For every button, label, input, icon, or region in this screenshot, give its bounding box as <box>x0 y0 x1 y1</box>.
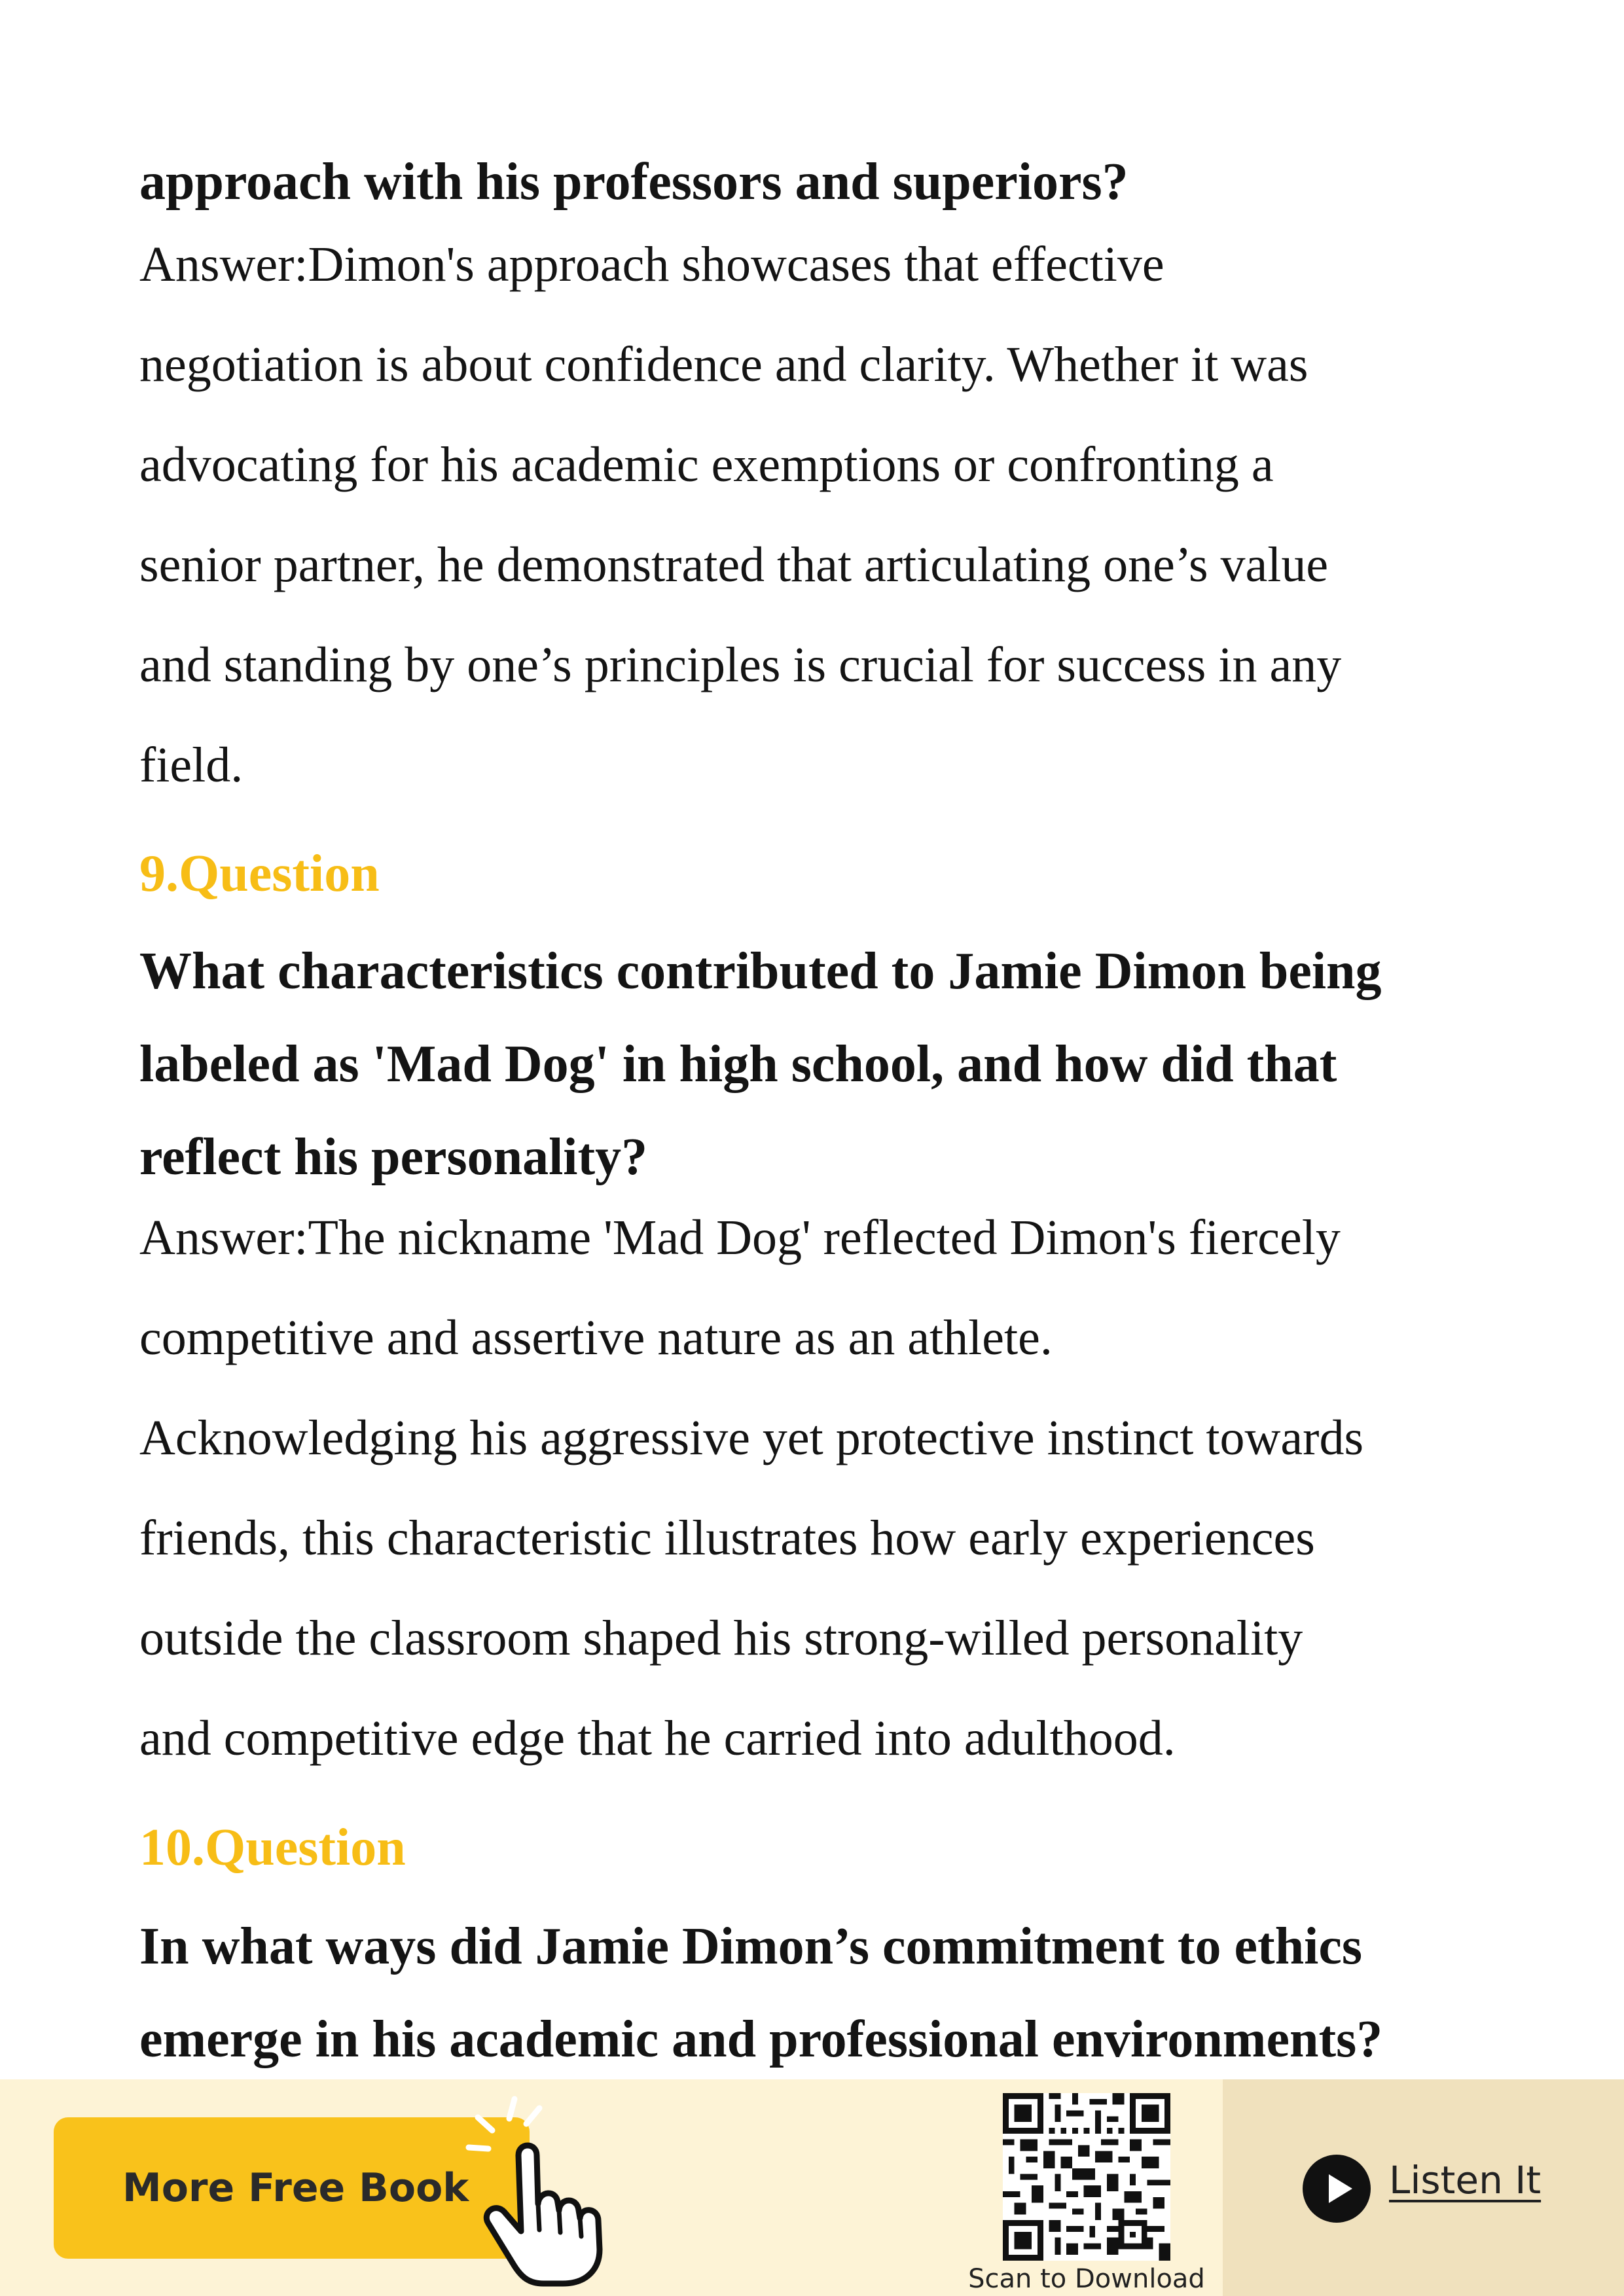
answer-line: Answer:The nickname 'Mad Dog' reflected Dimon's fiercely <box>139 1210 1341 1265</box>
footer-bar <box>0 2079 1624 2296</box>
question-10-text <box>139 1900 1382 2086</box>
answer-line: field. <box>139 738 244 793</box>
question-line: labeled as 'Mad Dog' in high school, and how did that <box>139 1035 1337 1093</box>
answer-line: outside the classroom shaped his strong-willed personality <box>139 1611 1303 1666</box>
scan-to-download-caption: Scan to Download <box>968 2264 1205 2294</box>
more-free-book-label: More Free Book <box>122 2165 469 2211</box>
listen-it-link[interactable]: Listen It <box>1389 2158 1542 2202</box>
question-8-tail: approach with his professors and superiors? <box>139 153 1128 211</box>
answer-line: competitive and assertive nature as an athlete. <box>139 1310 1053 1365</box>
question-10-heading: 10.Question <box>139 1819 406 1876</box>
answer-line: friends, this characteristic illustrates how early experiences <box>139 1511 1315 1566</box>
pointing-hand-icon <box>458 2092 628 2289</box>
question-line: What characteristics contributed to Jamie Dimon being <box>139 942 1382 1000</box>
answer-line: Answer:Dimon's approach showcases that effective <box>139 237 1164 292</box>
answer-line: negotiation is about confidence and clarity. Whether it was <box>139 337 1308 392</box>
answer-line: and standing by one’s principles is crucial for success in any <box>139 637 1342 692</box>
question-line: reflect his personality? <box>139 1128 648 1186</box>
question-9-text <box>139 925 1382 1204</box>
answer-line: and competitive edge that he carried into adulthood. <box>139 1711 1176 1766</box>
question-9-heading: 9.Question <box>139 845 380 903</box>
answer-line: advocating for his academic exemptions or confronting a <box>139 437 1274 492</box>
answer-8 <box>139 215 1341 816</box>
answer-9 <box>139 1188 1363 1789</box>
play-icon[interactable] <box>1303 2155 1371 2223</box>
answer-line: senior partner, he demonstrated that articulating one’s value <box>139 537 1329 592</box>
qr-code-icon[interactable] <box>1003 2093 1170 2261</box>
question-line: In what ways did Jamie Dimon’s commitment to ethics <box>139 1918 1363 1975</box>
question-line: emerge in his academic and professional environments? <box>139 2011 1383 2068</box>
answer-line: Acknowledging his aggressive yet protective instinct towards <box>139 1410 1364 1465</box>
